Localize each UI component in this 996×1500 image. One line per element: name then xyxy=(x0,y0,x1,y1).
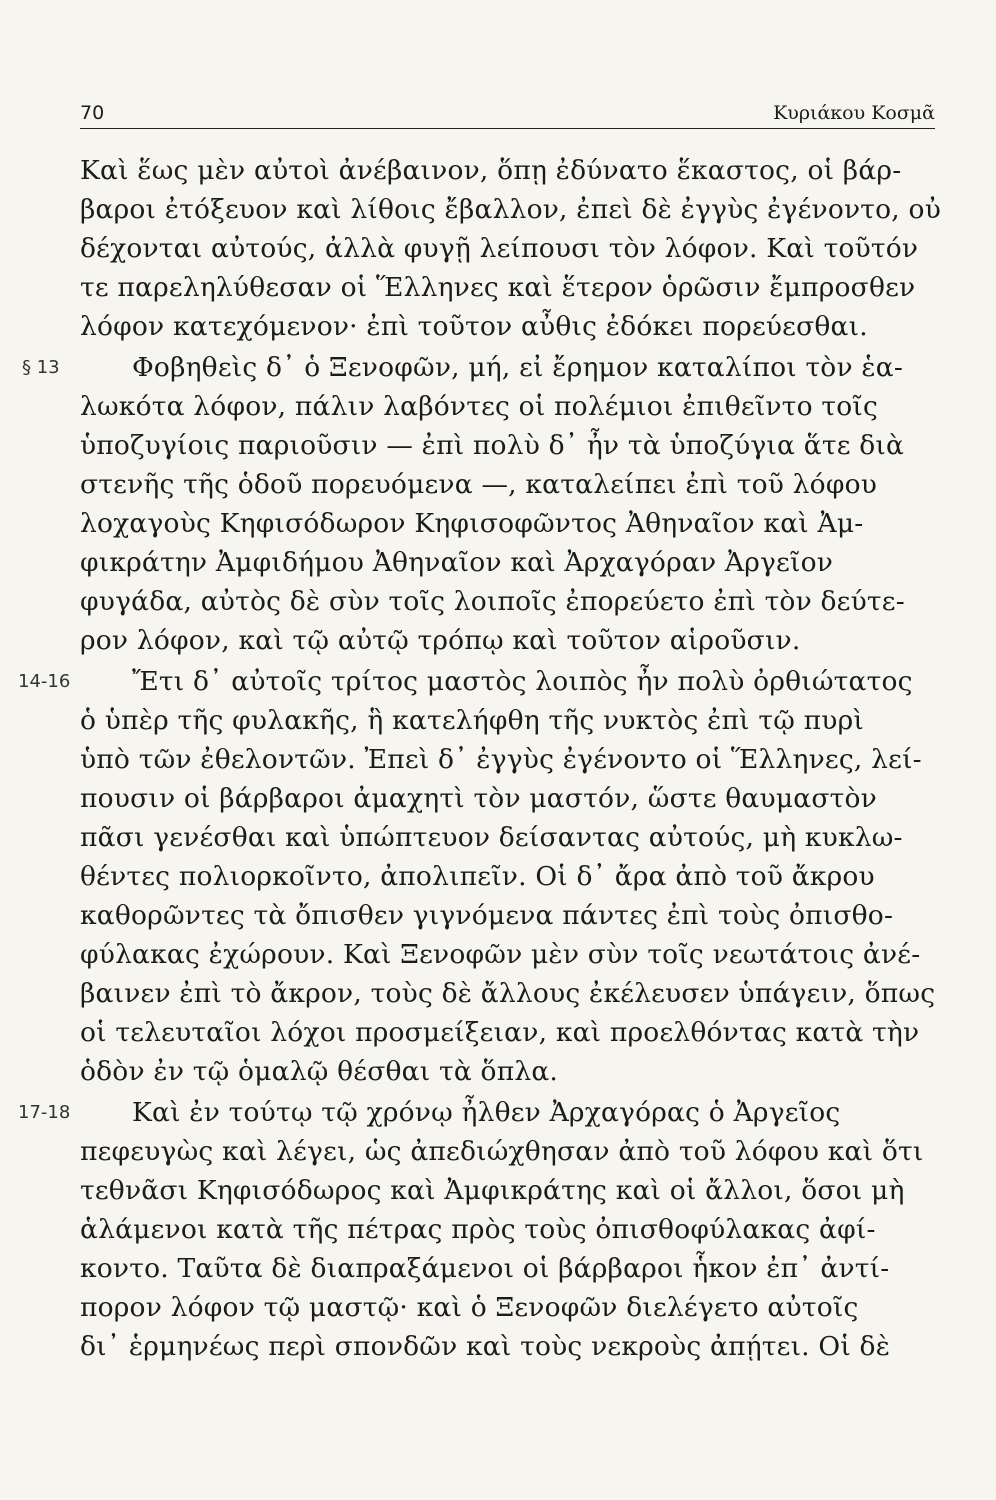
text-line: φικράτην Ἀμφιδήμου Ἀθηναῖον καὶ Ἀρχαγόραν Ἀργεῖον xyxy=(80,547,834,578)
running-head: Κυριάκου Κοσμᾶ xyxy=(773,102,935,124)
text-line: φύλακας ἐχώρουν. Καὶ Ξενοφῶν μὲν σὺν τοῖς νεωτάτοις ἀνέ- xyxy=(80,939,921,970)
text-line: λόφον κατεχόμενον· ἐπὶ τοῦτον αὖθις ἐδόκει πορεύεσθαι. xyxy=(80,311,868,342)
text-line: φυγάδα, αὐτὸς δὲ σὺν τοῖς λοιποῖς ἐπορεύετο ἐπὶ τὸν δεύτε- xyxy=(80,586,905,617)
text-line: καθορῶντες τὰ ὄπισθεν γιγνόμενα πάντες ἐπὶ τοὺς ὀπισθο- xyxy=(80,900,894,931)
text-line: τεθνᾶσι Κηφισόδωρος καὶ Ἀμφικράτης καὶ οἱ ἄλλοι, ὅσοι μὴ xyxy=(80,1175,905,1206)
text-line: θέντες πολιορκοῖντο, ἀπολιπεῖν. Οἱ δ᾽ ἄρα ἀπὸ τοῦ ἄκρου xyxy=(80,861,875,892)
text-line: βαινεν ἐπὶ τὸ ἄκρον, τοὺς δὲ ἄλλους ἐκέλευσεν ὑπάγειν, ὅπως xyxy=(80,978,936,1009)
text-line: ὁδὸν ἐν τῷ ὁμαλῷ θέσθαι τὰ ὅπλα. xyxy=(80,1056,559,1087)
text-line: Καὶ ἐν τούτῳ τῷ χρόνῳ ἦλθεν Ἀρχαγόρας ὁ Ἀργεῖος xyxy=(132,1097,841,1128)
page-number: 70 xyxy=(80,102,105,124)
margin-note-section: 17-18 xyxy=(18,1102,71,1123)
text-line: ἁλάμενοι κατὰ τῆς πέτρας πρὸς τοὺς ὀπισθοφύλακας ἀφί- xyxy=(80,1214,876,1245)
text-line: στενῆς τῆς ὁδοῦ πορευόμενα —, καταλείπει ἐπὶ τοῦ λόφου xyxy=(80,469,878,500)
text-line: τε παρεληλύθεσαν οἱ Ἕλληνες καὶ ἕτερον ὁρῶσιν ἔμπροσθεν xyxy=(80,272,916,303)
text-line: πουσιν οἱ βάρβαροι ἀμαχητὶ τὸν μαστόν, ὥστε θαυμαστὸν xyxy=(80,783,877,814)
page-header xyxy=(80,92,935,129)
text-line: ὑποζυγίοις παριοῦσιν — ἐπὶ πολὺ δ᾽ ἦν τὰ ὑποζύγια ἅτε διὰ xyxy=(80,430,905,461)
text-line: λοχαγοὺς Κηφισόδωρον Κηφισοφῶντος Ἀθηναῖον καὶ Ἀμ- xyxy=(80,508,864,539)
text-line: λωκότα λόφον, πάλιν λαβόντες οἱ πολέμιοι ἐπιθεῖντο τοῖς xyxy=(80,391,879,422)
text-line: Ἔτι δ᾽ αὐτοῖς τρίτος μαστὸς λοιπὸς ἦν πολὺ ὀρθιώτατος xyxy=(132,666,913,697)
text-line: Καὶ ἕως μὲν αὐτοὶ ἀνέβαινον, ὅπῃ ἐδύνατο ἕκαστος, οἱ βάρ- xyxy=(80,155,902,186)
text-line: κοντο. Ταῦτα δὲ διαπραξάμενοι οἱ βάρβαροι ἧκον ἐπ᾽ ἀντί- xyxy=(80,1253,890,1284)
text-line: ὁ ὑπὲρ τῆς φυλακῆς, ἣ κατελήφθη τῆς νυκτὸς ἐπὶ τῷ πυρὶ xyxy=(80,705,864,736)
text-line: πεφευγὼς καὶ λέγει, ὡς ἀπεδιώχθησαν ἀπὸ τοῦ λόφου καὶ ὅτι xyxy=(80,1136,924,1167)
text-line: βαροι ἐτόξευον καὶ λίθοις ἔβαλλον, ἐπεὶ δὲ ἐγγὺς ἐγένοντο, οὐ xyxy=(80,194,942,225)
text-line: πορον λόφον τῷ μαστῷ· καὶ ὁ Ξενοφῶν διελέγετο αὐτοῖς xyxy=(80,1292,859,1323)
text-line: Φοβηθεὶς δ᾽ ὁ Ξενοφῶν, μή, εἰ ἔρημον καταλίποι τὸν ἑα- xyxy=(132,352,904,383)
margin-note-section: 14-16 xyxy=(18,671,71,692)
margin-note-section: § 13 xyxy=(22,357,60,378)
text-line: ὑπὸ τῶν ἐθελοντῶν. Ἐπεὶ δ᾽ ἐγγὺς ἐγένοντο οἱ Ἕλληνες, λεί- xyxy=(80,744,922,775)
text-line: οἱ τελευταῖοι λόχοι προσμείξειαν, καὶ προελθόντας κατὰ τὴν xyxy=(80,1017,920,1048)
text-line: δέχονται αὐτούς, ἀλλὰ φυγῇ λείπουσι τὸν λόφον. Καὶ τοῦτόν xyxy=(80,233,919,264)
text-line: δι᾽ ἑρμηνέως περὶ σπονδῶν καὶ τοὺς νεκροὺς ἀπῄτει. Οἱ δὲ xyxy=(80,1331,891,1362)
text-line: πᾶσι γενέσθαι καὶ ὑπώπτευον δείσαντας αὐτούς, μὴ κυκλω- xyxy=(80,822,903,853)
text-line: ρον λόφον, καὶ τῷ αὐτῷ τρόπῳ καὶ τοῦτον αἱροῦσιν. xyxy=(80,625,801,656)
